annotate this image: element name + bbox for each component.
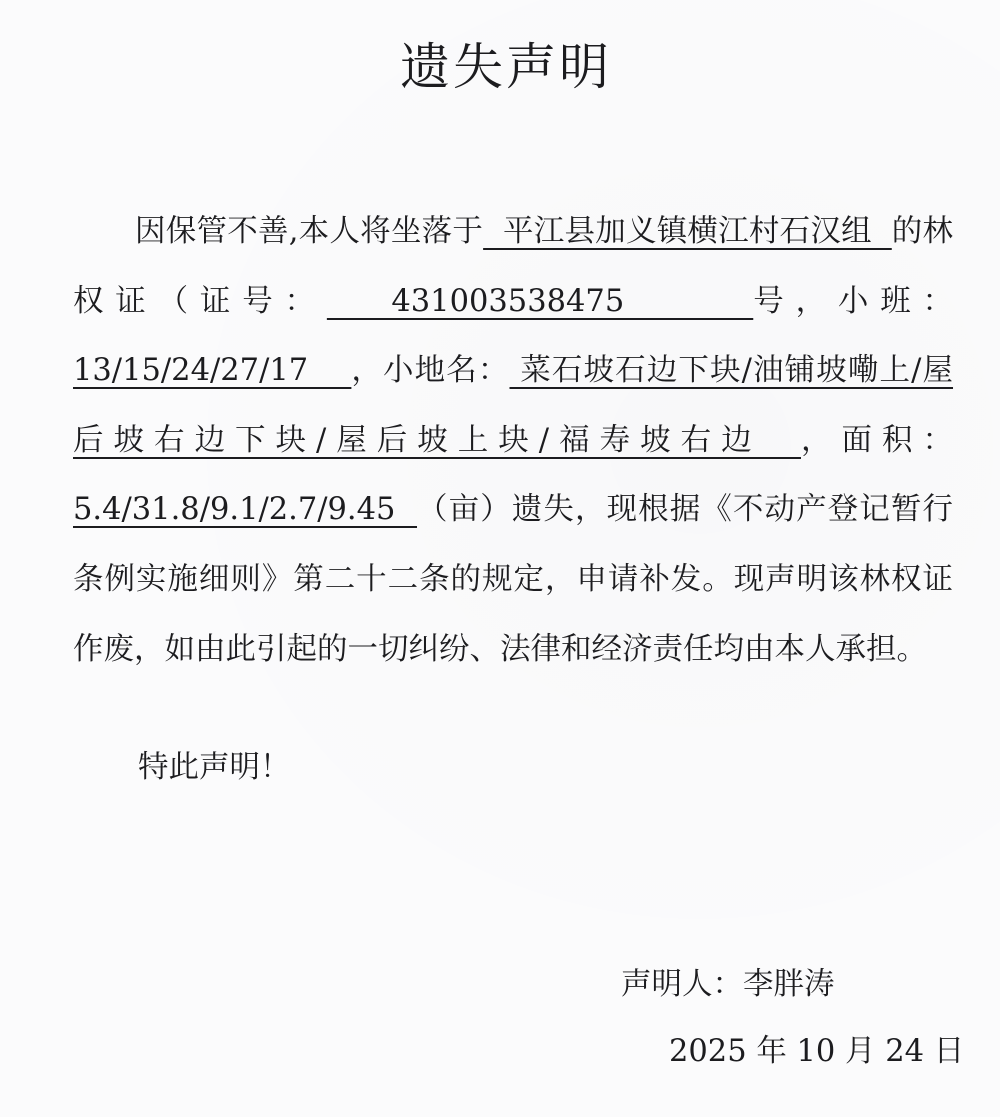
area-field: 5.4/31.8/9.1/2.7/9.45 <box>73 492 418 528</box>
signature-label: 声明人： <box>621 967 743 1002</box>
subcompartment-label-text: 号，小班： <box>753 283 954 319</box>
signature-name: 李胖涛 <box>743 967 835 1002</box>
statement-date: 2025 年 10 月 24 日 <box>669 1034 965 1069</box>
document-title: 遗失声明 <box>400 38 612 96</box>
place-name-label-text: ，小地名： <box>351 353 510 389</box>
certificate-label-text: 的林权证（证号： <box>73 214 954 319</box>
intro-text: 因保管不善,本人将坐落于 <box>135 214 484 249</box>
signature-line <box>621 955 835 1015</box>
closing-remark: 特此声明！ <box>138 750 291 785</box>
declaration-text: （亩）遗失，现根据《不动产登记暂行条例实施细则》第二十二条的规定，申请补发。现声明该林权证作废，如由此引起的一切纠纷、法律和经济责任均由本人承担。 <box>73 492 953 667</box>
statement-paragraph <box>73 197 953 684</box>
certificate-number-field: 431003538475 <box>326 283 754 319</box>
subcompartment-field: 13/15/24/27/17 <box>73 353 352 389</box>
area-label-text: ，面积： <box>800 422 953 458</box>
place-name-field: 菜石坡石边下块/油铺坡嘞上/屋后坡右边下块/屋后坡上块/福寿坡右边 <box>73 353 954 458</box>
location-field: 平江县加义镇横江村石汉组 <box>483 214 892 249</box>
